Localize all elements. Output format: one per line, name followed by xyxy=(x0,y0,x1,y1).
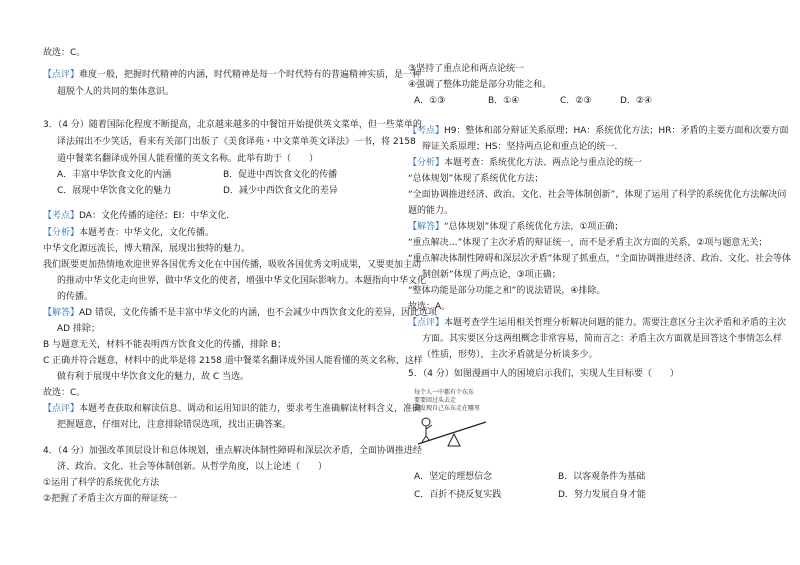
option-b: B．促进中西饮食文化的传播 xyxy=(223,170,338,180)
figure-head xyxy=(422,418,430,426)
comment-line-2: 方面。其实要区分这两组概念非常容易，简而言之：矛盾主次方面就是回答这个事情怎么样 xyxy=(422,334,783,344)
cartoon-drawing xyxy=(408,382,500,454)
solution-line-5: 做有利于展现中华饮食文化的魅力，故 C 当选。 xyxy=(57,372,250,382)
solution-line-3: “重点解决体制性障碍和深层次矛盾”体现了抓重点，“全面协调推进经济、政治、文化、社会等体 xyxy=(408,254,791,264)
seesaw-fulcrum xyxy=(448,434,460,446)
kaodian-line xyxy=(43,211,235,222)
comment-tag-b: 【点评】 xyxy=(43,404,80,414)
analysis-tag: 【分析】 xyxy=(43,228,80,238)
comment-tag: 【点评】 xyxy=(43,70,80,80)
comment-line-b2: 把握题意，仔细对比，注意排除错误选项，找出正确答案。 xyxy=(57,420,292,430)
comment-line-2: 超脱个人的共同的集体意识。 xyxy=(57,87,175,97)
solution-line-3: B 与题意无关，材料不能表明西方饮食文化的传播，排除 B； xyxy=(43,340,287,350)
kaodian-line-2: 辩证关系原理；HS：坚持两点论和重点论的统一． xyxy=(422,142,624,152)
analysis-line-4: 题的能力。 xyxy=(408,206,454,216)
option-a: A．①③ xyxy=(414,96,446,106)
comment-line-3: （性质，形势），主次矛盾就是分析谈多少。 xyxy=(422,350,598,360)
answer-line: 故选：C。 xyxy=(43,48,86,58)
question-3-stem: 3．（4 分）随着国际化程度不断提高，北京越来越多的中餐馆开始提供英文菜单，但一些菜单的 xyxy=(43,120,422,130)
kaodian-line xyxy=(408,126,788,137)
question-4-item-3: ③坚持了重点论和两点论统一 xyxy=(408,64,525,74)
comment-line xyxy=(408,318,786,329)
analysis-line-3: “全面协调推进经济、政治、文化、社会等体制创新”，体现了运用了科学的系统优化方法解决问 xyxy=(408,190,787,200)
analysis-line-5: 的传播。 xyxy=(57,292,94,302)
analysis-line xyxy=(43,228,214,239)
solution-line xyxy=(408,222,623,233)
kaodian-text: H9：整体和部分辩证关系原理；HA：系统优化方法；HR：矛盾的主要方面和次要方面 xyxy=(444,126,789,136)
comment-line xyxy=(43,70,421,81)
solution-tag: 【解答】 xyxy=(408,222,445,232)
question-4-stem-2: 济、政治、文化、社会等体制创新。从哲学角度，以上论述（ ） xyxy=(57,462,328,472)
solution-line-4: C 正确并符合题意，材料中的此举是将 2158 道中餐菜名翻译成外国人能看懂的英文名称，这样 xyxy=(43,356,423,366)
question-5-stem: 5．（4 分）如图漫画中人的困境启示我们，实现人生目标要（ ） xyxy=(408,369,679,379)
cartoon-caption-1: 每个人一中都有个东东 xyxy=(414,389,475,396)
solution-line-2: AD 排除； xyxy=(57,324,100,334)
solution-line-5: “整体功能是部分功能之和”的说法错误，④排除。 xyxy=(408,286,606,296)
option-a: A．丰富中华饮食文化的内涵 xyxy=(57,170,172,180)
analysis-line-4: 的推动中华文化走向世界，做中华文化的使者，增强中华文化国际影响力。本题指向中华文化 xyxy=(57,276,427,286)
option-d: D．②④ xyxy=(620,96,653,106)
question-3-stem-3: 道中餐菜名翻译成外国人能看懂的英文名称。此举有助于（ ） xyxy=(57,154,319,164)
comment-text: 难度一般，把握时代精神的内涵，时代精神是每一个时代特有的普遍精神实质，是一种 xyxy=(79,70,422,80)
analysis-text: 本题考查：中华文化，文化传播。 xyxy=(79,228,215,238)
question-3-stem-2: 译法闹出不少笑话，看来有关部门出版了《美食译苑・中文菜单英文译法》一书，将 2158 xyxy=(57,137,416,147)
comment-text: 本题考查学生运用相关哲理分析解决问题的能力。需要注意区分主次矛盾和矛盾的主次 xyxy=(444,318,787,328)
option-d: D．减少中西饮食文化的差异 xyxy=(223,186,338,196)
analysis-line xyxy=(408,158,642,169)
question-4-item-1: ①运用了科学的系统优化方法 xyxy=(43,478,160,488)
kaodian-text: DA：文化传播的途径；EI：中华文化． xyxy=(79,211,236,221)
question-4-stem: 4．（4 分）加强改革顶层设计和总体规划，重点解决体制性障碍和深层次矛盾，全面协调推进经 xyxy=(43,446,422,456)
analysis-line-3: 我们既要更加热情地欢迎世界各国优秀文化在中国传播，吸收各国优秀文明成果，又要更加主动 xyxy=(43,260,422,270)
answer-line: 故选：A。 xyxy=(408,302,451,312)
solution-line-4: 制创新”体现了两点论，③项正确； xyxy=(422,270,561,280)
answer-line-2: 故选：C。 xyxy=(43,388,86,398)
comment-line-b xyxy=(43,404,421,415)
cartoon-caption-2: 要要回过头去走 xyxy=(414,397,457,404)
option-b: B．①④ xyxy=(488,96,520,106)
option-d: D．努力发展自身才能 xyxy=(558,490,646,500)
option-c: C．②③ xyxy=(560,96,592,106)
solution-text: AD 错误，文化传播不是丰富中华文化的内涵，也不会减少中西饮食文化的差异，因此选项 xyxy=(79,308,437,318)
option-c: C．百折不挠反复实践 xyxy=(414,490,502,500)
option-b: B．以客观条件为基础 xyxy=(558,472,646,482)
question-4-item-4: ④强调了整体功能是部分功能之和。 xyxy=(408,80,552,90)
solution-line xyxy=(43,308,437,319)
option-a: A．坚定的理想信念 xyxy=(414,472,493,482)
comment-text-b: 本题考查获取和解读信息、调动和运用知识的能力，要求考生准确解读材料含义，准确 xyxy=(79,404,422,414)
cartoon-caption-3: 却发现自己东东走在哪里 xyxy=(414,405,481,412)
question-4-item-2: ②把握了矛盾主次方面的辩证统一 xyxy=(43,494,178,504)
kaodian-tag: 【考点】 xyxy=(408,126,445,136)
comment-tag: 【点评】 xyxy=(408,318,445,328)
kaodian-tag: 【考点】 xyxy=(43,211,80,221)
solution-tag: 【解答】 xyxy=(43,308,80,318)
cartoon-image xyxy=(408,382,500,454)
solution-text: “总体规划”体现了系统优化方法，①项正确； xyxy=(444,222,624,232)
analysis-line-2: “总体规划”体现了系统优化方法； xyxy=(408,174,544,184)
analysis-line-2: 中华文化源远流长，博大精深，展现出独特的魅力。 xyxy=(43,244,251,254)
solution-line-2: “重点解决…”体现了主次矛盾的辩证统一，而不是矛盾主次方面的关系，②项与题意无关； xyxy=(408,238,768,248)
analysis-text: 本题考查：系统优化方法、两点论与重点论的统一 xyxy=(444,158,643,168)
option-c: C．展现中华饮食文化的魅力 xyxy=(57,186,172,196)
analysis-tag: 【分析】 xyxy=(408,158,445,168)
